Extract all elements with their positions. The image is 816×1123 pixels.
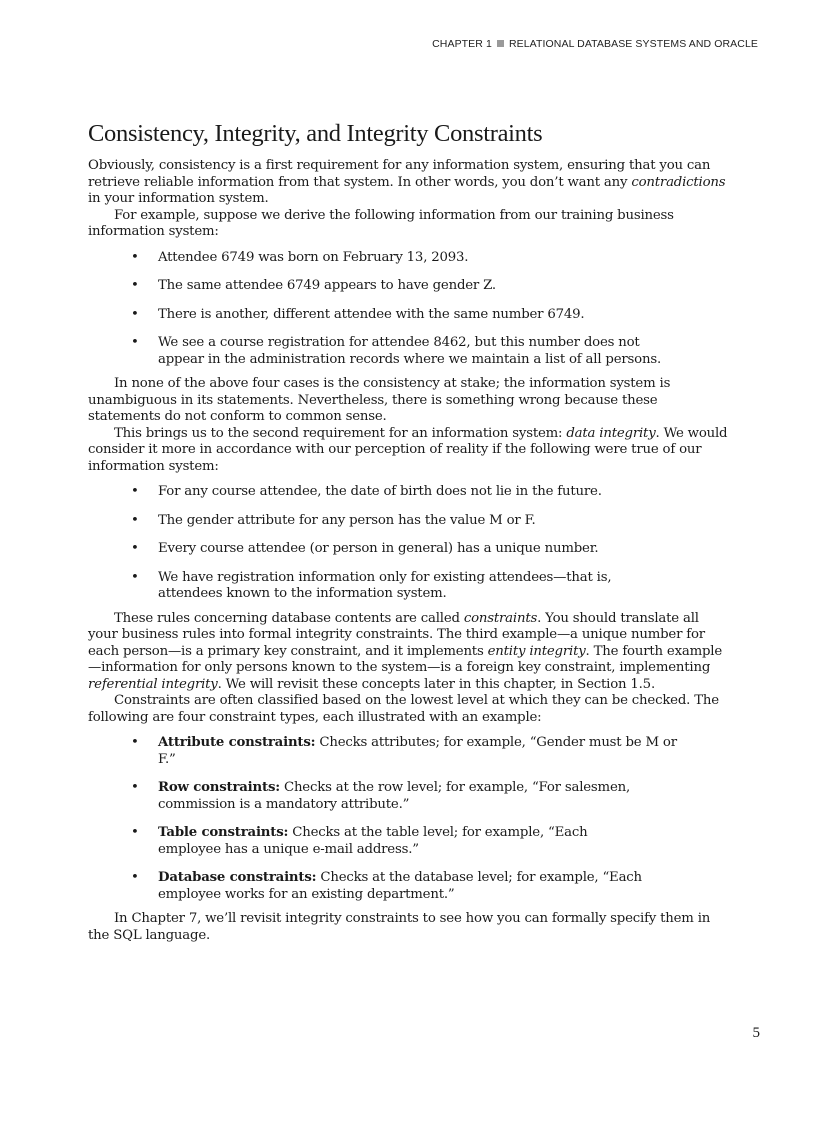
- bullet-icon: •: [131, 512, 139, 528]
- list-item-text: Checks at the table level; for example, “Each employee has a unique e-mail address.”: [158, 825, 588, 857]
- term-attribute-constraints: Attribute constraints:: [158, 735, 316, 750]
- bullet-icon: •: [131, 249, 139, 265]
- integrity-rules-list: [88, 484, 730, 603]
- bullet-icon: •: [131, 306, 139, 322]
- bullet-icon: •: [131, 484, 139, 499]
- paragraph-example: For example, suppose we derive the following information from our training business information system:: [88, 207, 674, 239]
- list-item: [131, 825, 730, 858]
- paragraph-constraints: [88, 611, 730, 694]
- paragraph-text: in your information system.: [88, 191, 269, 206]
- list-item-text: The gender attribute for any person has the value M or F.: [158, 512, 536, 528]
- paragraph-text: This brings us to the second requirement for an information system:: [114, 425, 567, 441]
- emphasis-entity-integrity: entity integrity: [487, 643, 586, 659]
- list-item: [131, 870, 730, 903]
- bullet-icon: •: [131, 780, 139, 795]
- bullet-icon: •: [131, 335, 139, 350]
- list-item: [131, 484, 730, 501]
- list-item: [131, 735, 730, 768]
- inconsistency-examples-list: [88, 250, 730, 369]
- list-item: [131, 569, 730, 603]
- emphasis-data-integrity: data integrity: [566, 425, 656, 441]
- list-item: [131, 249, 730, 267]
- paragraph-text: Obviously, consistency is a first requirement for any information system, ensuring that you can retrieve reliable information from that system. In other words, you don’t want any: [88, 158, 711, 190]
- emphasis-constraints: constraints: [463, 610, 538, 626]
- list-item-text: There is another, different attendee with the same number 6749.: [158, 306, 585, 322]
- paragraph-constraint-types: Constraints are often classified based on the lowest level at which they can be checked. The following are four constraint types, each illustrated with an example:: [88, 693, 719, 725]
- constraint-types-list: [88, 735, 730, 903]
- chapter-title: RELATIONAL DATABASE SYSTEMS AND ORACLE: [508, 38, 758, 50]
- list-item: [131, 306, 730, 324]
- page-number: 5: [752, 1025, 760, 1041]
- paragraph-chapter-7: In Chapter 7, we’ll revisit integrity constraints to see how you can formally specify them in the SQL language.: [88, 911, 711, 943]
- paragraph-text: . You should translate all your business rules into formal integrity constraints. The third example—a unique number for each person—is a primary key constraint, and it implements: [88, 610, 705, 659]
- list-item-text: The same attendee 6749 appears to have gender Z.: [158, 278, 496, 293]
- list-item-text: Checks at the database level; for example, “Each employee works for an existing department.”: [158, 870, 642, 902]
- list-item-text: Checks at the row level; for example, “For salesmen, commission is a mandatory attribute.”: [158, 780, 631, 812]
- bullet-icon: •: [131, 278, 139, 293]
- paragraph-text: These rules concerning database contents are called: [114, 610, 464, 626]
- chapter-label: CHAPTER 1: [432, 38, 492, 50]
- emphasis-referential-integrity: referential integrity: [88, 676, 218, 692]
- emphasis-contradictions: contradictions: [631, 174, 726, 190]
- list-item: [131, 541, 730, 558]
- list-item: [131, 278, 730, 295]
- list-item-text: Checks attributes; for example, “Gender must be M or F.”: [158, 735, 677, 767]
- list-item: [131, 780, 730, 813]
- page-body: [88, 118, 730, 944]
- list-item-text: We see a course registration for attendee 8462, but this number does not appear in the administration records where we maintain a list of all persons.: [158, 335, 661, 367]
- paragraph-data-integrity: [88, 426, 730, 476]
- paragraph-consistency: [88, 158, 730, 208]
- paragraph-common-sense: In none of the above four cases is the consistency at stake; the information system is unambiguous in its statements. Nevertheless, there is something wrong because these statements do not conform to common sense.: [88, 376, 671, 424]
- header-separator-icon: [497, 40, 504, 47]
- list-item-text: For any course attendee, the date of birth does not lie in the future.: [158, 484, 602, 499]
- bullet-icon: •: [131, 825, 139, 840]
- bullet-icon: •: [131, 541, 139, 556]
- bullet-icon: •: [131, 569, 139, 585]
- term-database-constraints: Database constraints:: [158, 870, 317, 885]
- paragraph-text: . We will revisit these concepts later in this chapter, in Section 1.5.: [217, 676, 655, 692]
- list-item-text: Every course attendee (or person in general) has a unique number.: [158, 541, 599, 556]
- list-item-text: Attendee 6749 was born on February 13, 2093.: [158, 249, 469, 265]
- paragraph-text: . We would consider it more in accordance with our perception of reality if the following were true of our information system:: [88, 425, 728, 474]
- paragraph-text: . The fourth example—information for only persons known to the system—is a foreign key constraint, implementing: [88, 643, 723, 675]
- section-title: Consistency, Integrity, and Integrity Constraints: [88, 120, 543, 147]
- bullet-icon: •: [131, 870, 139, 885]
- term-row-constraints: Row constraints:: [158, 780, 280, 795]
- running-header: [432, 38, 758, 50]
- list-item-text: We have registration information only for existing attendees—that is, attendees known to the information system.: [158, 569, 612, 601]
- bullet-icon: •: [131, 735, 139, 750]
- list-item: [131, 335, 730, 368]
- term-table-constraints: Table constraints:: [158, 825, 289, 840]
- list-item: [131, 512, 730, 530]
